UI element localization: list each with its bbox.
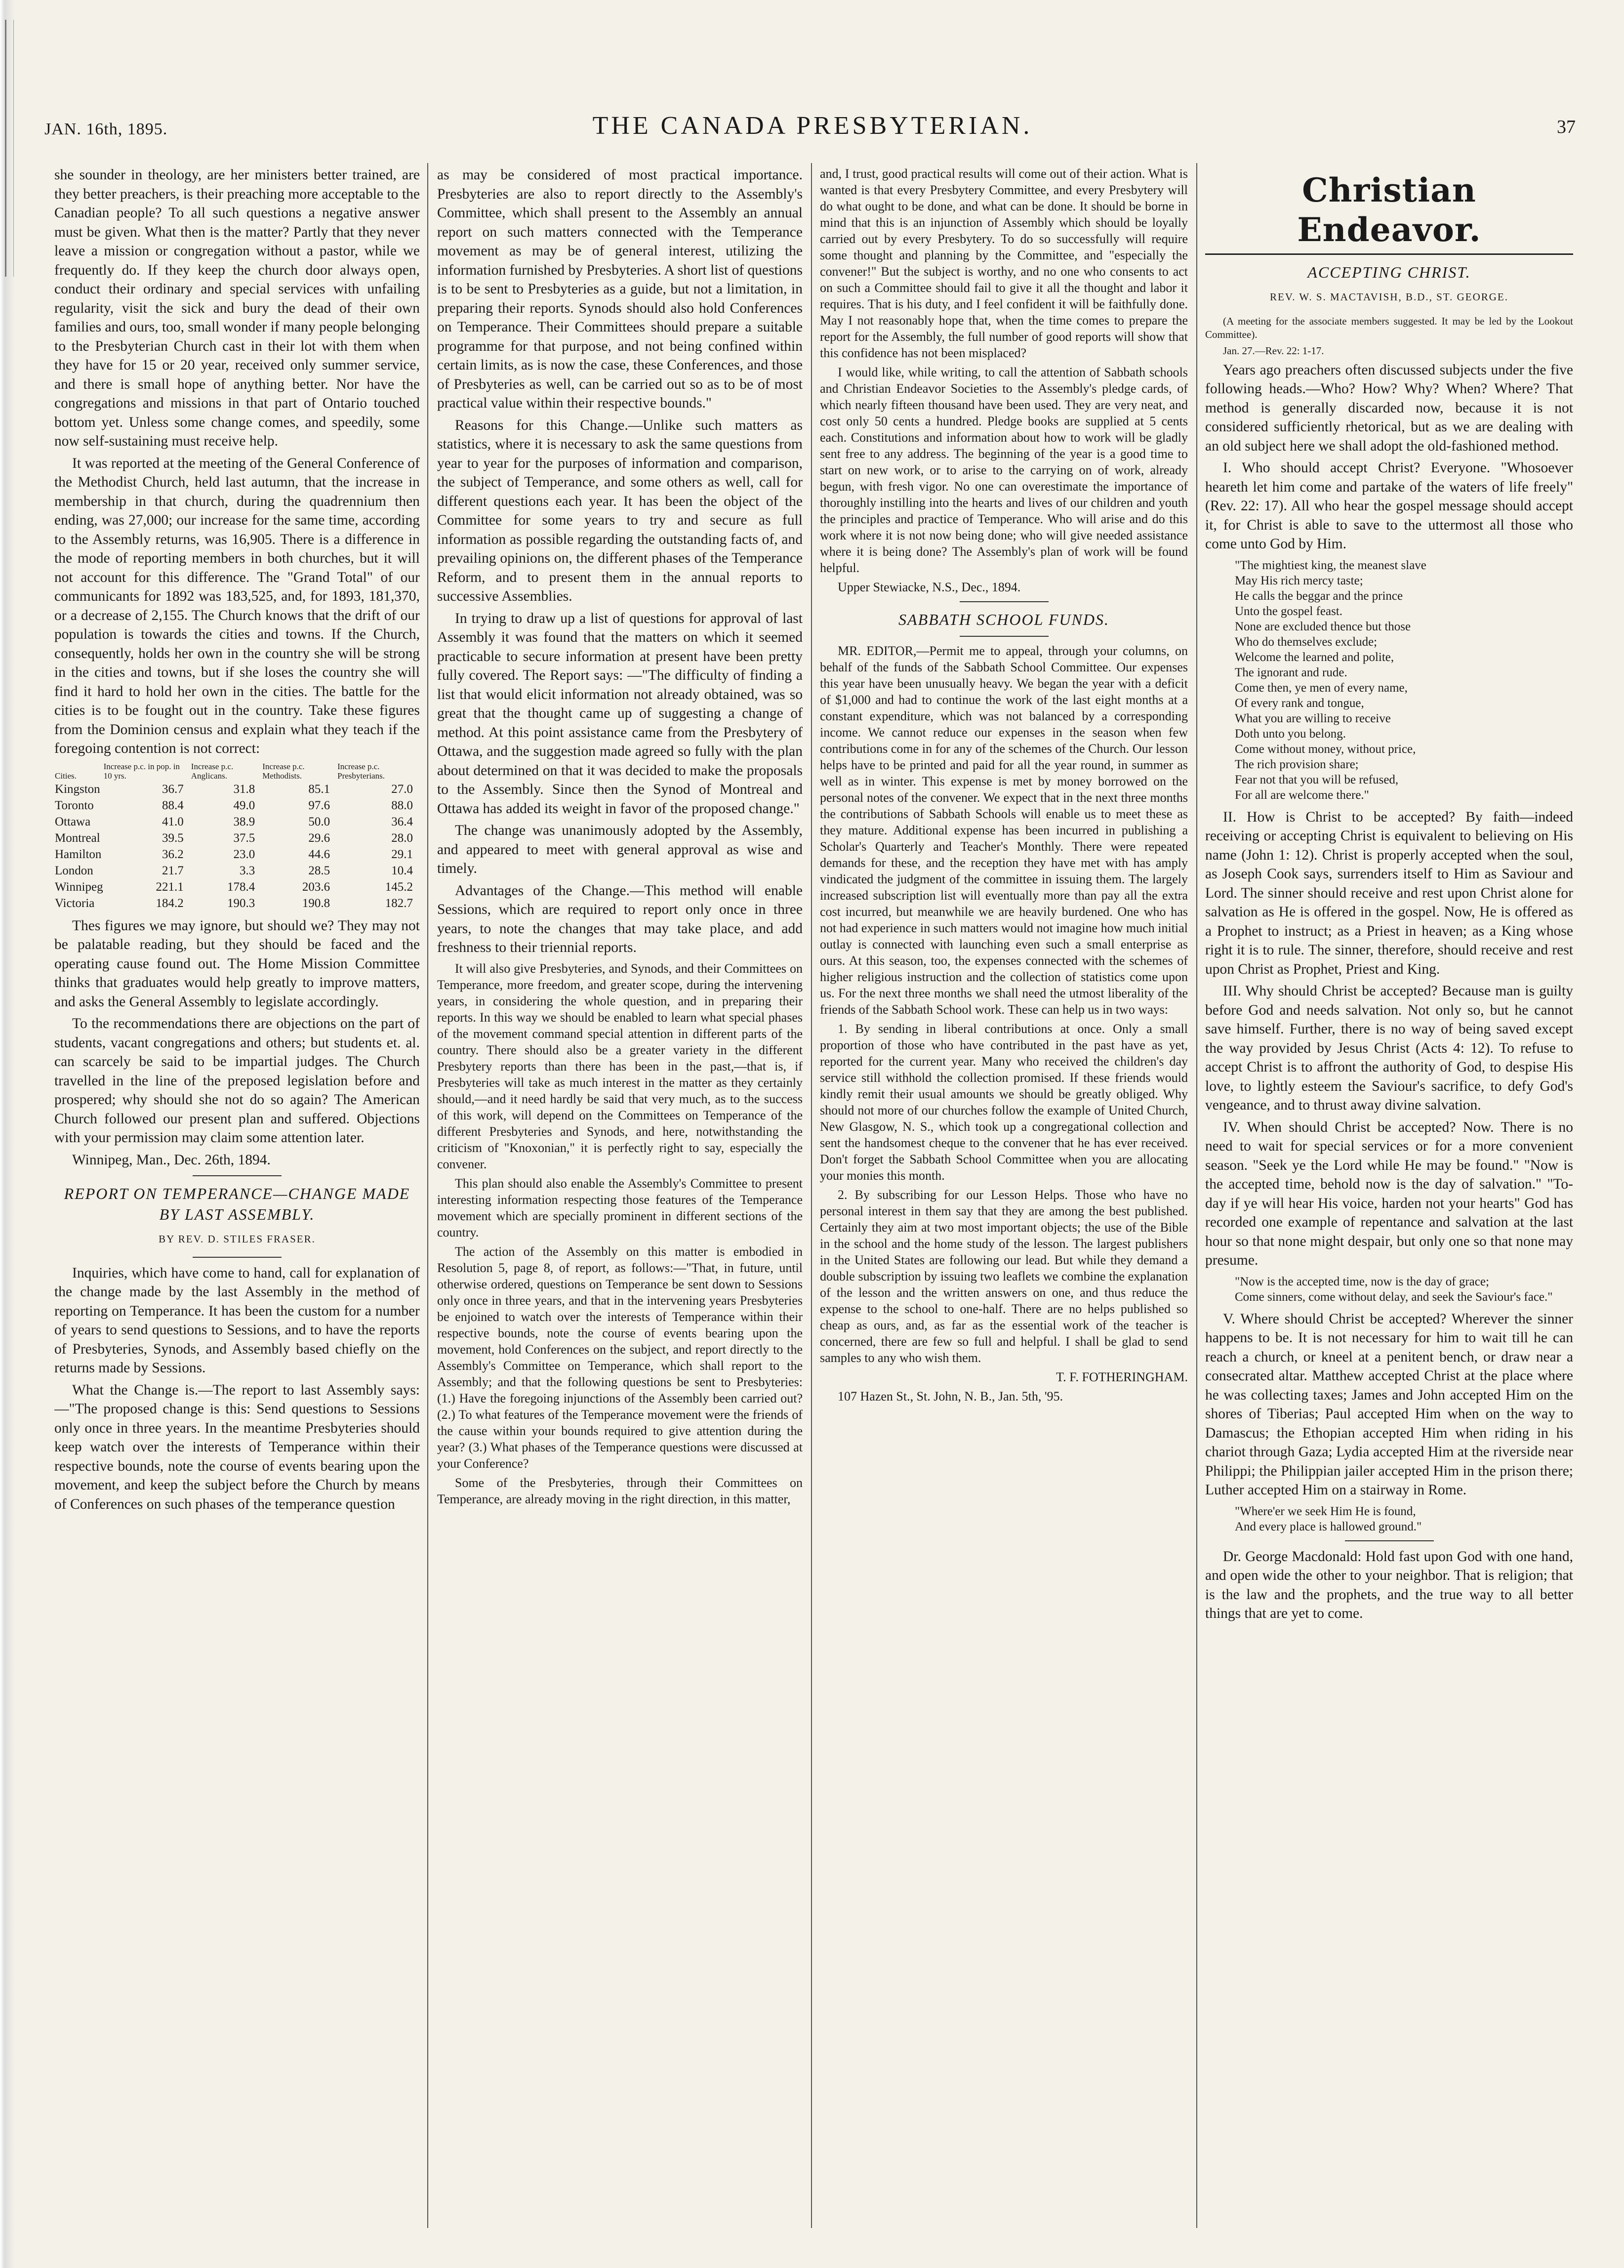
table-cell: Victoria [55, 896, 95, 910]
table-cell: 28.5 [308, 864, 330, 877]
table-cell: 221.1 [156, 880, 184, 894]
table-header: Increase p.c. in pop. in 10 yrs. [103, 761, 180, 781]
table-cell: Toronto [55, 798, 94, 812]
poem-line: Unto the gospel feast. [1235, 604, 1343, 618]
poem-line: "Now is the accepted time, now is the day of grace; [1235, 1275, 1489, 1288]
poem-line: The rich provision share; [1235, 757, 1359, 771]
table-cell: 97.6 [308, 798, 330, 812]
article-byline: BY REV. D. STILES FRASER. [159, 1233, 316, 1245]
table-cell: 23.0 [233, 847, 255, 861]
table-cell: 36.4 [391, 815, 413, 828]
table-cell: 44.6 [308, 847, 330, 861]
binding-mark [5, 20, 14, 277]
article-heading: SABBATH SCHOOL FUNDS. [898, 611, 1109, 628]
paragraph: I would like, while writing, to call the attention of Sabbath schools and Christian Endeavor Societies to the Assembly's pledge cards, of which nearly fifteen thousand have been used. They are very neat, and cost only 50 cents a hundred. Pledge books are supplied at 5 cents each. Constitutions and information about how to work will be gladly sent free to any address. The beginning of the year is a good time to start on new work, or to arise to the carrying on of work, already begun, with fresh vigor. No one can overestimate the importance of thoroughly instilling into the hearts and lives of our children and youth the principles and practice of Temperance. Who will arise and do this work where it is not now being done; who will give needed assistance where it is being done? The Assembly's plan of work will be found helpful. [820, 365, 1188, 575]
paragraph: It was reported at the meeting of the General Conference of the Methodist Church, held last autumn, that the increase in membership in that church, during the quadrennium then ending, was 27,000; our increase for the same time, according to the Assembly returns, was 16,905. There is a difference in the mode of reporting members in both churches, but it will not account for this difference. The "Grand Total" of our communicants for 1892 was 183,525, and, for 1893, 181,370, or a decrease of 2,155. The Church knows that the drift of our population is towards the cities and towns. If the Church, consequently, holds her own in the country she will be strong in the cities and towns, but if she loses the country she will find it hard to hold her own in the cities. The battle for the cities is to be fought out in the country. Take these figures from the Dominion census and explain what they teach if the foregoing contention is not correct: [54, 455, 420, 756]
section-title: Christian Endeavor. [1297, 171, 1481, 249]
paragraph: and, I trust, good practical results will come out of their action. What is wanted is that every Presbytery Committee, and every Presbytery will do what ought to be done, and what can be done. It should be borne in mind that this is an injunction of Assembly which should be loyally carried out by every Presbytery. To do so successfully will require some thought and planning by the Committee, and "especially the convener!" But the subject is worthy, and no one who consents to act on such a Committee should fail to give it all the thought and labor it requires. That is his duty, and I feel confident it will be faithfully done. May I not reasonably hope that, when the time comes to prepare the report for the Assembly, the full number of good reports will show that this confidence has not been misplaced? [820, 166, 1188, 360]
paragraph: V. Where should Christ be accepted? Wherever the sinner happens to be. It is not necessary for him to wait till he can reach a church, or kneel at a penitent bench, or draw near a consecrated altar. Matthew accepted Christ at the place where he was collecting taxes; James and John accepted Him on the shores of Tiberias; Paul accepted Him when on the way to Damascus; the Ethopian accepted Him when riding in his chariot through Gaza; Lydia accepted Him at the riverside near Philippi; the Philippian jailer accepted Him in the prison there; Luther accepted Him on a stairway in Rome. [1205, 1311, 1573, 1498]
poem [1235, 558, 1573, 803]
address: 107 Hazen St., St. John, N. B., Jan. 5th, '95. [838, 1389, 1063, 1403]
table-header: Increase p.c. Anglicans. [191, 761, 234, 781]
table-cell: 21.7 [162, 864, 184, 877]
table-cell: 29.6 [308, 831, 330, 845]
table-cell: 85.1 [308, 782, 330, 796]
poem-line: Come then, ye men of every name, [1235, 681, 1408, 695]
table-header: Cities. [55, 771, 77, 781]
section-divider [960, 636, 1049, 637]
table-cell: 88.4 [162, 798, 184, 812]
paragraph: Advantages of the Change.—This method will enable Sessions, which are required to report only once in three years, to note the changes that may take place, and add freshness to their triennial reports. [437, 882, 803, 955]
paragraph: 1. By sending in liberal contributions at once. Only a small proportion of those who have contributed in the past have as yet, reported for the current year. Many who received the children's day service still withhold the collection promised. If these friends would kindly remit their usual amounts we should be greatly obliged. Why should not more of our churches follow the example of United Church, New Glasgow, N. S., which took up a congregational collection and sent the handsomest cheque to the convener that he has ever received. Don't forget the Sabbath School Committee when you are allocating your monies this month. [820, 1022, 1188, 1183]
census-table [54, 761, 420, 911]
table-cell: 3.3 [240, 864, 255, 877]
table-cell: 31.8 [233, 782, 255, 796]
article-heading: ACCEPTING CHRIST. [1307, 263, 1471, 281]
table-cell: Hamilton [55, 847, 102, 861]
column-rule [427, 163, 428, 2228]
paragraph: Dr. George Macdonald: Hold fast upon God with one hand, and open wide the other to your neighbor. That is religion; that is the law and the prophets, and the true way to all better things that are yet to come. [1205, 1548, 1573, 1621]
poem [1235, 1504, 1573, 1534]
poem-line: Who do themselves exclude; [1235, 635, 1378, 649]
paragraph: she sounder in theology, are her ministers better trained, are they better preachers, is their preaching more acceptable to the Canadian people? To all such questions a negative answer must be given. What then is the matter? Partly that they never leave a mission or congregation without a pastor, while we frequently do. If they keep the church door always open, conduct their ordinary and special services with unfailing regularity, visit the sick and bury the dead of their own families and ours, too, small wonder if many people belonging to the Presbyterian Church cast in their lot with them when they have for 15 or 20 year, received only summer service, and there is small hope of anything better. Nor have the congregations and missions in that part of Ontario touched bottom yet. Unless some change comes, and speedily, some now self-sustaining must receive help. [54, 167, 420, 449]
poem-line: He calls the beggar and the prince [1235, 589, 1403, 603]
poem-line: Of every rank and tongue, [1235, 696, 1364, 710]
paragraph: 2. By subscribing for our Lesson Helps. Those who have no personal interest in them say that they are among the best published. Certainly they aim at two most important objects; the use of the Bible in the school and the home study of the lesson. The largest publishers in the United States are following our lead. But while they demand a double subscription by issuing two leaflets we combine the explanation of the lesson and the written answers on one, and thus reduce the expense to the school to one-half. There are no helps published so cheap as ours, and, as far as the essential work of the teacher is concerned, there are few so full and helpful. I shall be glad to send samples to any who wish them. [820, 1188, 1188, 1365]
table-cell: 178.4 [227, 880, 255, 894]
table-cell: 190.3 [227, 896, 255, 910]
article-heading: REPORT ON TEMPERANCE—CHANGE MADE BY LAST ASSEMBLY. [64, 1185, 410, 1223]
poem-line: Welcome the learned and polite, [1235, 650, 1394, 664]
section-rule [1205, 253, 1573, 255]
poem-line: What you are willing to receive [1235, 711, 1391, 725]
paragraph: Reasons for this Change.—Unlike such matters as statistics, where it is necessary to ask the same questions from year to year for the purposes of information and comparison, the subject of Temperance, and some others as well, call for different questions each year. It has been the object of the Committee for some years to try and secure as full information as possible regarding the outstanding facts of, and prevailing opinions on, the different phases of the Temperance Reform, and to present them in the annual reports to successive Assemblies. [437, 417, 803, 604]
table-cell: 203.6 [302, 880, 330, 894]
poem-line: For all are welcome there." [1235, 788, 1369, 802]
column-1 [54, 165, 420, 2230]
scripture-reference: Jan. 27.—Rev. 22: 1-17. [1223, 344, 1324, 357]
paragraph: Some of the Presbyteries, through their Committees on Temperance, are already moving in the right direction, in this matter, [437, 1475, 803, 1506]
paragraph: Inquiries, which have come to hand, call for explanation of the change made by the last Assembly in the method of reporting on Temperance. It has been the custom for a number of years to send questions to Sessions, and to have the reports of Presbyteries, Synods, and Assembly based chiefly on the returns made by Sessions. [54, 1265, 420, 1376]
paragraph: II. How is Christ to be accepted? By faith—indeed receiving or accepting Christ is equivalent to believing on His name (John 1: 12). Christ is properly accepted when the soul, as Joseph Cook says, surrenders itself to Him as Saviour and Lord. The sinner should receive and rest upon Christ alone for salvation as He is offered in the gospel. Now, He is offered as a Prophet to instruct; as a Priest in heaven; as a King whose right it is to rule. The sinner, therefore, should receive and rest upon Christ as Prophet, Priest and King. [1205, 809, 1573, 977]
paragraph: III. Why should Christ be accepted? Because man is guilty before God and needs salvation. Not only so, but he cannot save himself. Further, there is no way of being saved except the way provided by Jesus Christ (Acts 4: 12). To refuse to accept Christ is to affront the authority of God, to despise His love, to lightly esteem the Saviour's sacrifice, to defy God's vengeance, and to thrust away divine salvation. [1205, 983, 1573, 1113]
paragraph: This plan should also enable the Assembly's Committee to present interesting information respecting those features of the Temperance movement which are specially prominent in different sections of the country. [437, 1176, 803, 1239]
table-row [54, 863, 420, 879]
page-header [30, 111, 1595, 151]
table-cell: London [55, 864, 93, 877]
table-cell: Ottawa [55, 815, 91, 828]
paragraph: The action of the Assembly on this matter is embodied in Resolution 5, page 8, of report, as follows:—"That, in future, until otherwise ordered, questions on Temperance be sent down to Sessions only once in three years, and that in the intervening years Presbyteries be enjoined to watch over the interests of Temperance within their respective bounds, note the course of events bearing upon the movement, hold Conferences on the subject, and report directly to the Assembly's Committee on Temperance, which shall report to the Assembly; and that the following questions be sent to Presbyteries: (1.) Have the foregoing injunctions of the Assembly been carried out? (2.) To what features of the Temperance movement were the friends of the cause within your bounds required to give attention during the year? (3.) What phases of the Temperance questions were discussed at your Conference? [437, 1244, 803, 1471]
table-cell: 182.7 [385, 896, 413, 910]
paragraph: The change was unanimously adopted by the Assembly, and appeared to meet with general approval as wise and timely. [437, 823, 803, 876]
column-3 [820, 165, 1188, 2230]
table-cell: Kingston [55, 782, 100, 796]
meeting-note: (A meeting for the associate members suggested. It may be led by the Lookout Committee). [1205, 315, 1573, 340]
paragraph: as may be considered of most practical importance. Presbyteries are also to report directly to the Assembly's Committee, which shall present to the Assembly an annual report on such matters connected with the Temperance movement as may be of general interest, utilizing the information furnished by Presbyteries. A short list of questions is to be sent to Presbyteries as a guide, but not a limitation, in preparing their reports. Synods should also hold Conferences on Temperance. Their Committees should prepare a suitable programme for that purpose, and not being confined within certain limits, as is now the case, these Conferences, and those of Presbyteries as well, can be carried out so as to be of most practical value within their respective bounds." [437, 167, 803, 411]
poem-line: "The mightiest king, the meanest slave [1235, 558, 1426, 572]
poem-line: Come sinners, come without delay, and seek the Saviour's face." [1235, 1290, 1553, 1304]
section-divider [193, 1257, 282, 1258]
section-divider [960, 601, 1049, 602]
issue-date: JAN. 16th, 1895. [44, 120, 168, 138]
dateline: Upper Stewiacke, N.S., Dec., 1894. [838, 580, 1021, 594]
page-binding-edge [0, 0, 15, 2268]
section-divider [1345, 1540, 1434, 1541]
table-cell: 50.0 [308, 815, 330, 828]
table-row [54, 781, 420, 797]
column-4 [1205, 165, 1573, 2230]
table-row [54, 846, 420, 863]
paragraph: It will also give Presbyteries, and Synods, and their Committees on Temperance, more freedom, and greater scope, during the intervening years, in considering the whole question, and in preparing their reports. In this way we should be enabled to learn what special phases of the movement command special attention in different parts of the country. There should also be a greater variety in the different Presbytery reports than there has been in the past,—that is, if Presbyteries will take as much interest in the matter as they certainly should,—and it need hardly be said that very much, as to the success of this work, will depend on the Committees on Temperance of the different Presbyteries and Synods, and here, notwithstanding the criticism of "Knoxonian," it is perfectly right to say, especially the convener. [437, 961, 803, 1171]
article-byline: REV. W. S. MACTAVISH, B.D., ST. GEORGE. [1270, 291, 1508, 303]
poem-line: Fear not that you will be refused, [1235, 773, 1399, 786]
table-cell: 39.5 [162, 831, 184, 845]
column-2 [437, 165, 803, 2230]
table-cell: 10.4 [391, 864, 413, 877]
dateline: Winnipeg, Man., Dec. 26th, 1894. [72, 1152, 271, 1168]
table-header: Increase p.c. Methodists. [262, 761, 305, 781]
masthead-title: THE CANADA PRESBYTERIAN. [592, 112, 1033, 140]
poem-line: Come without money, without price, [1235, 742, 1416, 756]
table-cell: 27.0 [391, 782, 413, 796]
table-row [54, 895, 420, 911]
table-cell: 28.0 [391, 831, 413, 845]
section-divider [193, 1175, 282, 1176]
poem-line: And every place is hallowed ground." [1235, 1520, 1422, 1533]
table-cell: 37.5 [233, 831, 255, 845]
table-header-row [54, 761, 420, 781]
table-cell: 29.1 [391, 847, 413, 861]
poem-line: None are excluded thence but those [1235, 619, 1411, 633]
poem-line: May His rich mercy taste; [1235, 574, 1363, 587]
paragraph: I. Who should accept Christ? Everyone. "Whosoever heareth let him come and partake of the waters of life freely" (Rev. 22: 17). All who hear the gospel message should accept it, for Christ is able to save to the uttermost all those who come unto God by Him. [1205, 460, 1573, 552]
paragraph: In trying to draw up a list of questions for approval of last Assembly it was found that the matters on which it seemed practicable to secure information at present have been pretty fully covered. The Report says: —"The difficulty of finding a list that would elicit information not already obtained, was so great that the thought came up of suggesting a change of method. At this point assistance came from the Presbytery of Ottawa, and the suggestion made agreed so fully with the plan about determined on that it was decided to make the proposals to the Assembly. Since then the Synod of Montreal and Ottawa has added its weight in favor of the proposed change." [437, 610, 803, 817]
paragraph: Years ago preachers often discussed subjects under the five following heads.—Who? How? Why? When? Where? That method is generally discarded now, because it is not considered sufficiently rhetorical, but as we are dealing with an old subject here we shall adopt the old-fashioned method. [1205, 362, 1573, 454]
table-cell: 36.2 [162, 847, 184, 861]
table-cell: 38.9 [233, 815, 255, 828]
poem-line: "Where'er we seek Him He is found, [1235, 1504, 1416, 1518]
table-cell: 49.0 [233, 798, 255, 812]
paragraph: To the recommendations there are objections on the part of students, vacant congregations and others; but students et. al. can scarcely be said to be impartial judges. The Church travelled in the line of the preposed legislation before and prospered; why should she not do so again? The American Church followed our present plan and suffered. Objections with your permission may claim some attention later. [54, 1016, 420, 1146]
table-cell: 88.0 [391, 798, 413, 812]
poem-line: The ignorant and rude. [1235, 665, 1347, 679]
table-row [54, 879, 420, 895]
table-cell: 145.2 [385, 880, 413, 894]
poem [1235, 1274, 1573, 1305]
table-cell: 190.8 [302, 896, 330, 910]
page-number: 37 [1557, 117, 1576, 137]
column-rule [1196, 163, 1197, 2228]
paragraph: Thes figures we may ignore, but should we? They may not be palatable reading, but they should be faced and the operating cause found out. The Home Mission Committee thinks that graduates would help greatly to improve matters, and asks the General Assembly to legislate accordingly. [54, 917, 420, 1010]
paragraph: What the Change is.—The report to last Assembly says:—"The proposed change is this: Send questions to Sessions only once in three years. In the meantime Presbyteries should keep watch over the interests of Temperance within their respective bounds, note the course of events bearing upon the movement, and keep the subject before the Church by means of Conferences on such phases of the temperance question [54, 1382, 420, 1512]
table-cell: Montreal [55, 831, 100, 845]
table-cell: 184.2 [156, 896, 184, 910]
table-cell: 41.0 [162, 815, 184, 828]
paragraph: MR. EDITOR,—Permit me to appeal, through your columns, on behalf of the funds of the Sabbath School Committee. Our expenses this year have been unusually heavy. We began the year with a deficit of $1,000 and had to continue the work of the last eight months at a constant expenditure, which was not balanced by a corresponding income. We cannot reduce our expenses in the season when few contributions come in for any of the schemes of the Church. Our lesson helps have to be printed and paid for all the year round, in summer as well as in winter. This expense is met by money borrowed on the personal notes of the convener. We expect that in the next three months the contributions of Sabbath Schools will enable us to meet these as they mature. Additional expense has been incurred in publishing a Scholar's Quarterly and Teacher's Monthly. There were repeated demands for these, and the reception they have met with has amply vindicated the judgment of the committee in issuing them. The largely increased subscription list will eventually more than pay all the extra cost incurred, but meanwhile we are heavily burdened. One who has not had experience in such matters would not imagine how much initial outlay is connected with launching even such a small enterprise as ours. At this season, too, the expenses connected with the schemes of higher religious instruction and the collection of statistics come upon us. For the next three months we shall need the utmost liberality of the friends of the Sabbath School work. These can help us in two ways: [820, 644, 1188, 1017]
table-row [54, 814, 420, 830]
table-row [54, 830, 420, 846]
table-header: Increase p.c. Presbyterians. [337, 761, 385, 781]
paragraph: IV. When should Christ be accepted? Now. There is no need to wait for special services or for a more convenient season. "Seek ye the Lord while He may be found." "Now is the accepted time, behold now is the day of salvation." "To-day if ye will hear His voice, harden not your hearts" God has recorded one example of repentance and salvation at the last hour so that none might despair, but only one so that none may presume. [1205, 1119, 1573, 1268]
poem-line: Doth unto you belong. [1235, 727, 1346, 741]
column-rule [811, 163, 812, 2228]
signature: T. F. FOTHERINGHAM. [1056, 1370, 1188, 1384]
table-row [54, 797, 420, 814]
table-cell: Winnipeg [55, 880, 103, 894]
newspaper-page [30, 0, 1595, 2268]
table-cell: 36.7 [162, 782, 184, 796]
